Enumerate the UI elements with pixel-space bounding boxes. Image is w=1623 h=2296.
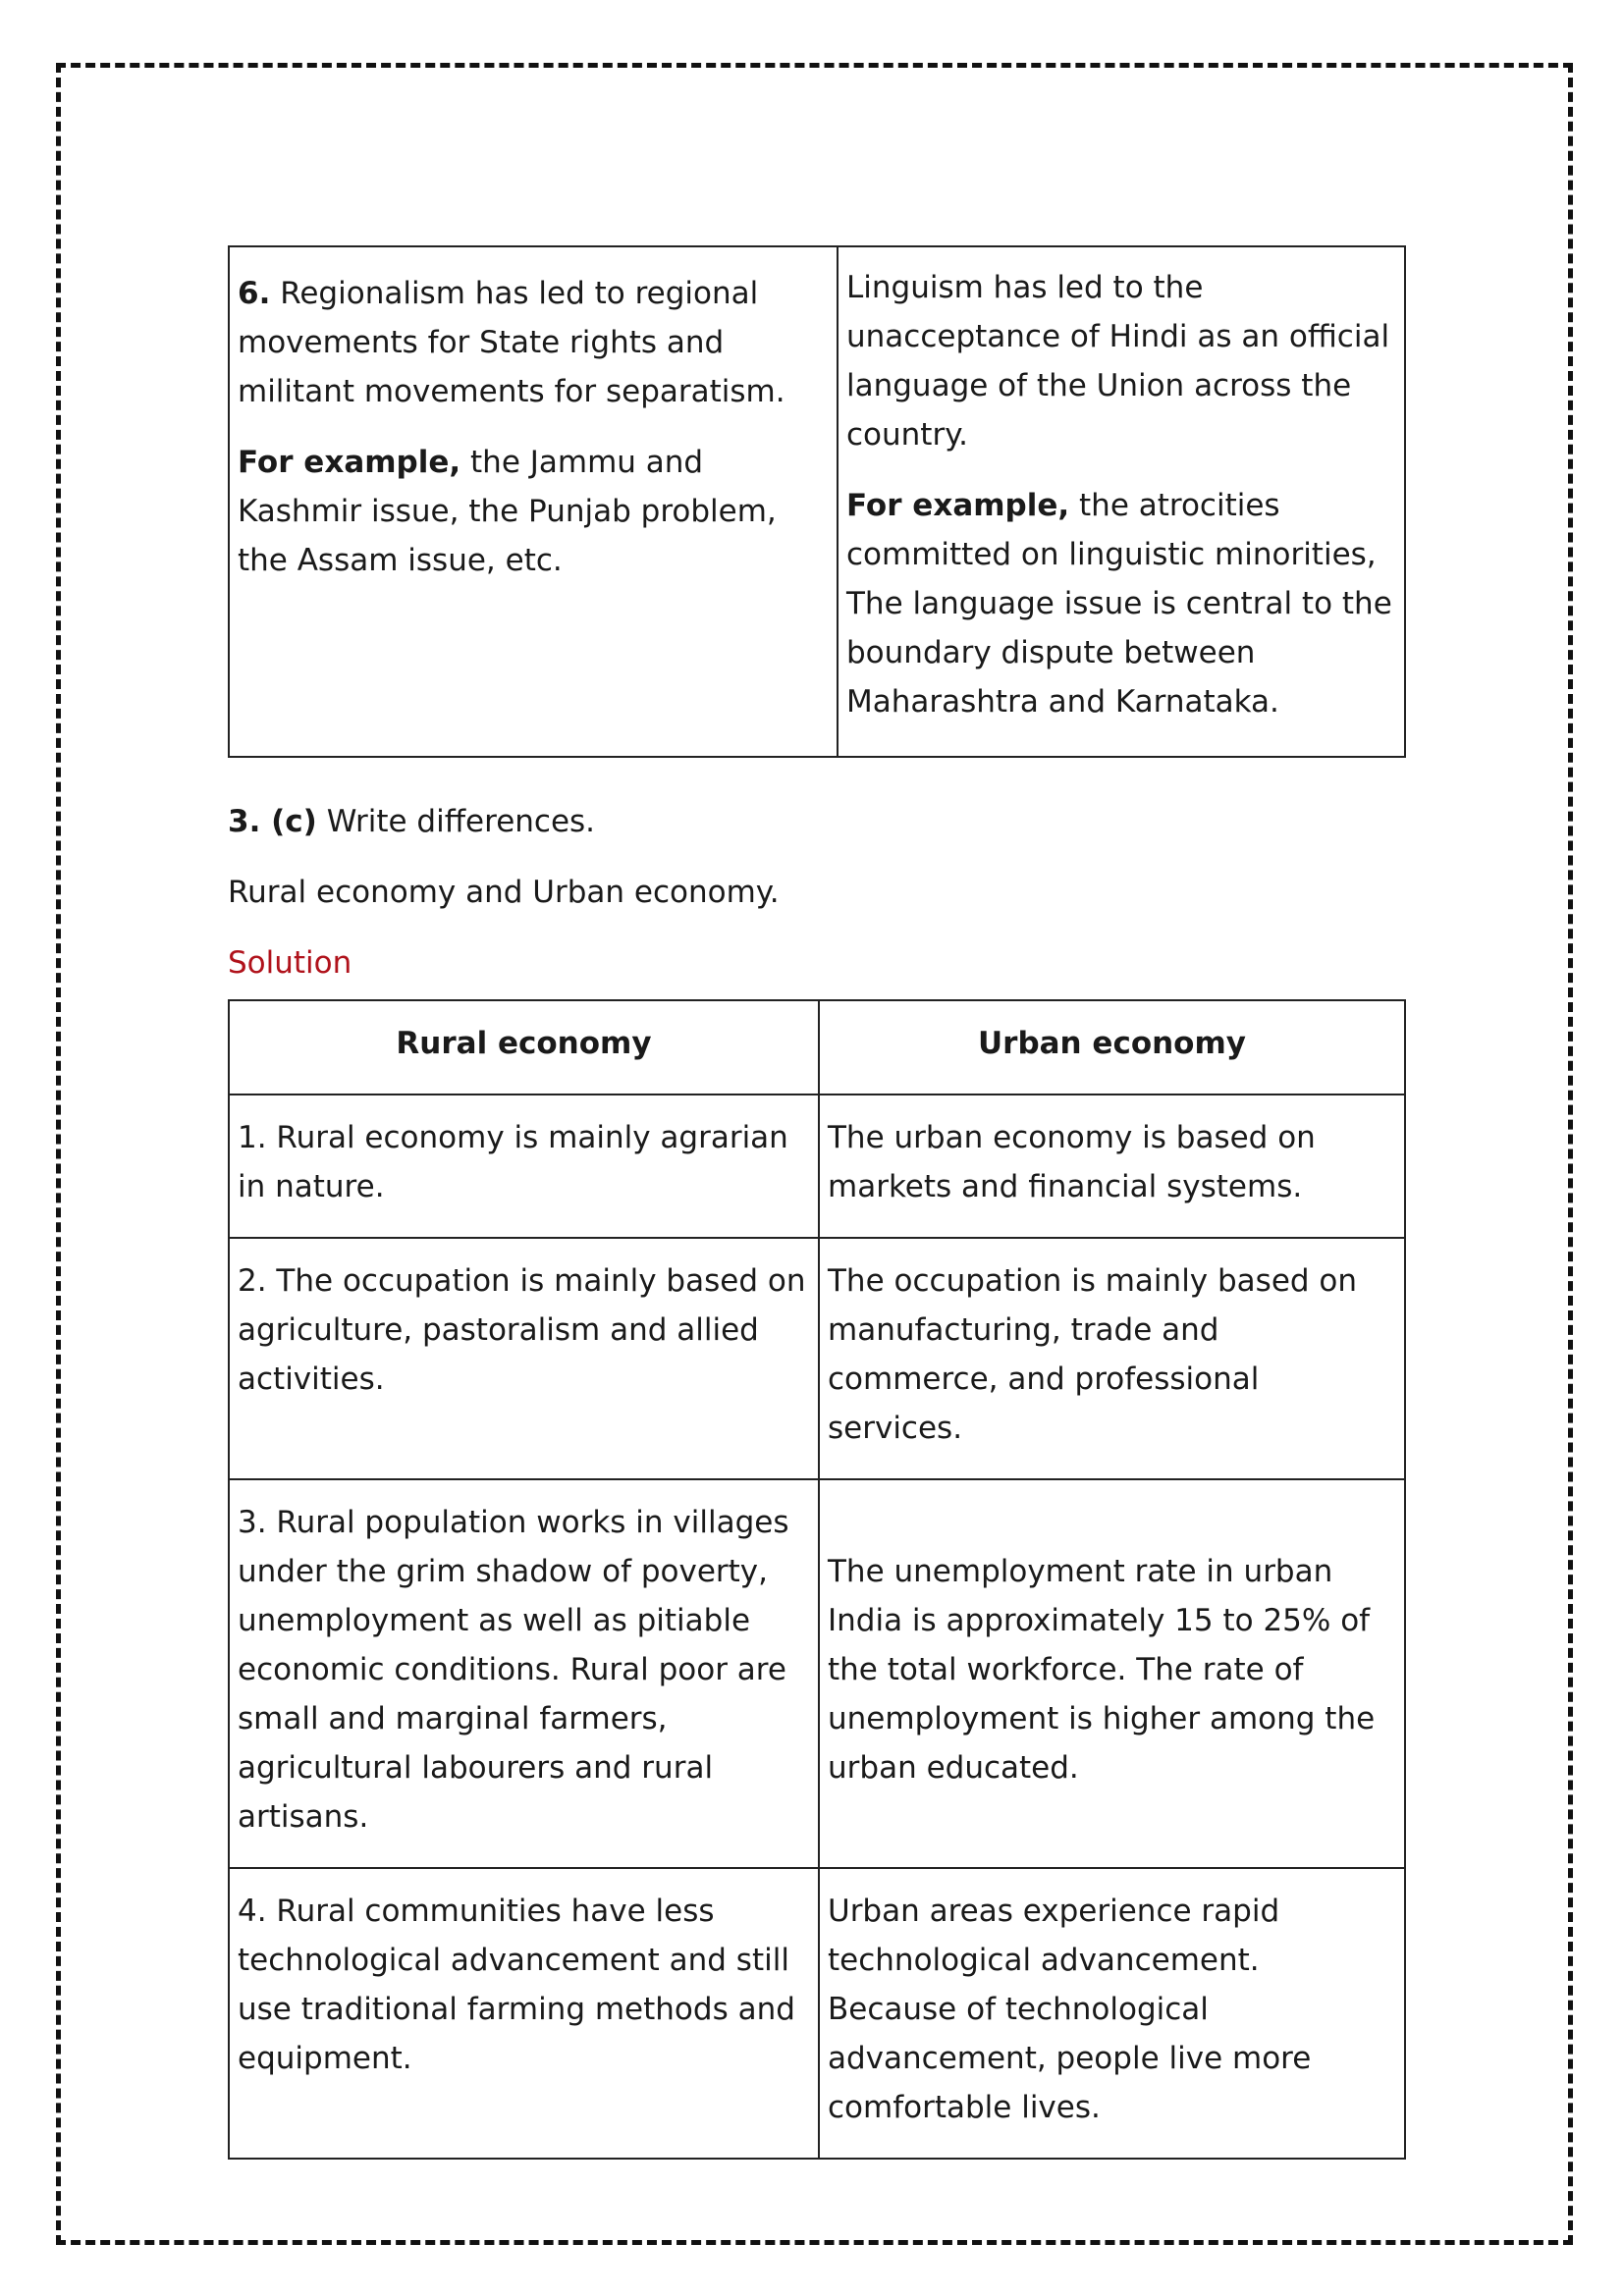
question-subtitle: Rural economy and Urban economy. (228, 875, 780, 910)
rural-cell: 2. The occupation is mainly based on agriculture, pastoralism and allied activities. (229, 1238, 819, 1479)
linguism-example (846, 481, 1396, 726)
rural-urban-table (228, 999, 1406, 2160)
regionalism-example-text: the Jammu and Kashmir issue, the Punjab problem, the Assam issue, etc. (238, 445, 777, 578)
linguism-example-text: the atrocities committed on linguistic minorities, The language issue is central to the boundary dispute between Maharashtra and Karnataka. (846, 488, 1392, 720)
regionalism-text: Regionalism has led to regional movements for State rights and militant movements for separatism. (238, 276, 785, 409)
table-row (229, 1095, 1405, 1238)
rural-cell: 3. Rural population works in villages under the grim shadow of poverty, unemployment as well as pitiable economic conditions. Rural poor are small and marginal farmers, agricultural labourers and rural artisans. (229, 1479, 819, 1868)
page-content (228, 245, 1404, 2160)
urban-cell: The occupation is mainly based on manufacturing, trade and commerce, and professional services. (819, 1238, 1405, 1479)
example-label: For example, (238, 445, 461, 480)
rural-cell: 4. Rural communities have less technological advancement and still use traditional farming methods and equipment. (229, 1868, 819, 2159)
regionalism-point (238, 269, 829, 416)
regionalism-cell (229, 246, 838, 757)
question-heading (228, 797, 1404, 846)
comparison-table-continued (228, 245, 1406, 758)
table-header-row (229, 1000, 1405, 1095)
question-text: Write differences. (316, 804, 596, 839)
table-row (229, 1868, 1405, 2159)
linguism-point: Linguism has led to the unacceptance of Hindi as an official language of the Union across the country. (846, 270, 1390, 453)
urban-cell: The urban economy is based on markets and financial systems. (819, 1095, 1405, 1238)
solution-label: Solution (228, 945, 352, 981)
urban-cell: Urban areas experience rapid technological advancement. Because of technological advancement, people live more comfortable lives. (819, 1868, 1405, 2159)
example-label: For example, (846, 488, 1070, 523)
table-row (229, 246, 1405, 757)
linguism-cell (838, 246, 1405, 757)
point-number: 6. (238, 276, 271, 311)
question-number: 3. (c) (228, 804, 317, 839)
urban-cell: The unemployment rate in urban India is approximately 15 to 25% of the total workforce. The rate of unemployment is higher among the urban educated. (819, 1479, 1405, 1868)
table-row (229, 1479, 1405, 1868)
regionalism-example (238, 438, 829, 585)
header-rural: Rural economy (229, 1000, 819, 1095)
header-urban: Urban economy (819, 1000, 1405, 1095)
table-row (229, 1238, 1405, 1479)
rural-cell: 1. Rural economy is mainly agrarian in nature. (229, 1095, 819, 1238)
